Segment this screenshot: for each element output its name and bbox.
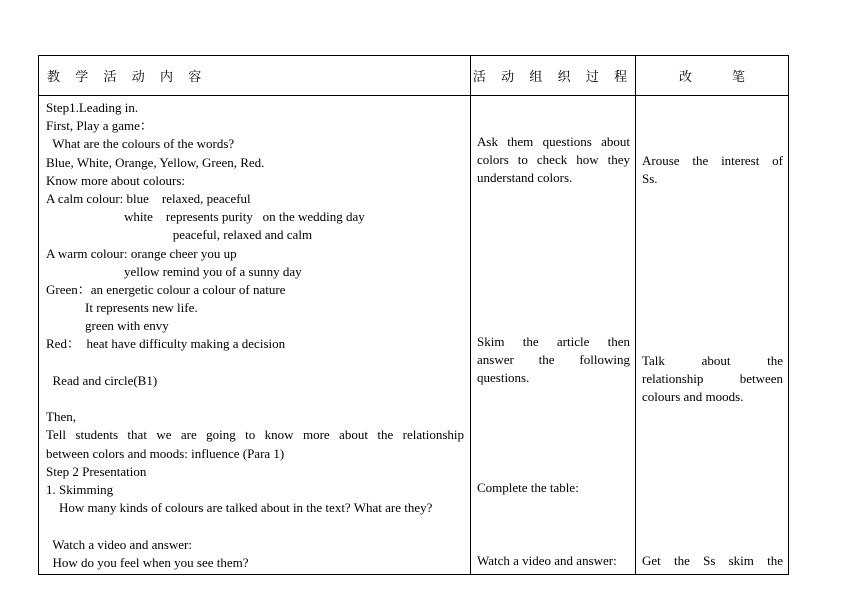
notes-block xyxy=(642,152,783,188)
header-content: 教 学 活 动 内 容 xyxy=(39,56,471,96)
header-row xyxy=(39,56,789,96)
content-line: yellow remind you of a sunny day xyxy=(46,263,302,279)
notes-cell xyxy=(636,96,789,575)
process-block xyxy=(477,479,630,497)
header-process: 活 动 组 织 过 程 xyxy=(471,56,636,96)
content-line: white represents purity on the wedding day xyxy=(46,209,365,225)
content-line: Step 2 Presentation xyxy=(46,463,147,479)
process-block xyxy=(477,133,630,188)
content-line: Know more about colours: xyxy=(46,172,186,188)
content-line: Read and circle(B1) xyxy=(46,372,158,388)
notes-block xyxy=(642,552,783,570)
notes-line: Ss. xyxy=(642,171,658,187)
process-block xyxy=(477,552,630,570)
content-line xyxy=(46,517,464,535)
process-line: Ask them questions about xyxy=(477,134,630,149)
process-line: colors to check how they xyxy=(477,152,630,168)
process-block xyxy=(477,333,630,388)
content-cell xyxy=(39,96,471,575)
content-line xyxy=(46,354,464,372)
content-line: Step1.Leading in. xyxy=(46,100,139,115)
content-line: A calm colour: blue relaxed, peaceful xyxy=(46,190,251,206)
content-line: A warm colour: orange cheer you up xyxy=(46,245,237,261)
content-line: 1. Skimming xyxy=(46,481,114,497)
content-line: between colors and moods: influence (Para 1) xyxy=(46,445,285,461)
content-line: Blue, White, Orange, Yellow, Green, Red. xyxy=(46,154,265,170)
process-line: answer the following xyxy=(477,352,630,368)
process-line: Complete the table: xyxy=(477,480,579,495)
header-notes-a: 改 xyxy=(678,69,692,84)
body-row xyxy=(39,96,789,575)
content-line: How many kinds of colours are talked about in the text? What are they? xyxy=(46,500,433,516)
content-line: First, Play a game： xyxy=(46,118,153,134)
header-notes-b: 笔 xyxy=(732,69,746,84)
notes-line: colours and moods. xyxy=(642,389,744,405)
header-notes xyxy=(636,56,789,96)
content-line: Red： heat have difficulty making a decision xyxy=(46,336,286,352)
notes-line: Get the Ss skim the xyxy=(642,553,783,568)
notes-block xyxy=(642,352,783,407)
content-line: green with envy xyxy=(46,318,169,334)
content-line: Watch a video and answer: xyxy=(46,536,192,552)
notes-line: Talk about the xyxy=(642,353,783,368)
content-line: It represents new life. xyxy=(46,300,198,316)
notes-line: relationship between xyxy=(642,371,783,387)
process-line: Watch a video and answer: xyxy=(477,553,617,568)
process-line: Skim the article then xyxy=(477,334,630,349)
process-line: understand colors. xyxy=(477,170,573,186)
notes-line: Arouse the interest of xyxy=(642,153,783,168)
content-line: How do you feel when you see them? xyxy=(46,554,249,570)
content-line: Then, xyxy=(46,409,76,425)
content-line xyxy=(46,390,464,408)
process-cell xyxy=(471,96,636,575)
content-line: What are the colours of the words? xyxy=(46,136,235,152)
content-line: Green：an energetic colour a colour of nature xyxy=(46,281,286,297)
content-line: peaceful, relaxed and calm xyxy=(46,227,313,243)
content-line: Tell students that we are going to know more about the relationship xyxy=(46,427,464,443)
lesson-plan-table xyxy=(38,55,789,575)
process-line: questions. xyxy=(477,370,530,386)
